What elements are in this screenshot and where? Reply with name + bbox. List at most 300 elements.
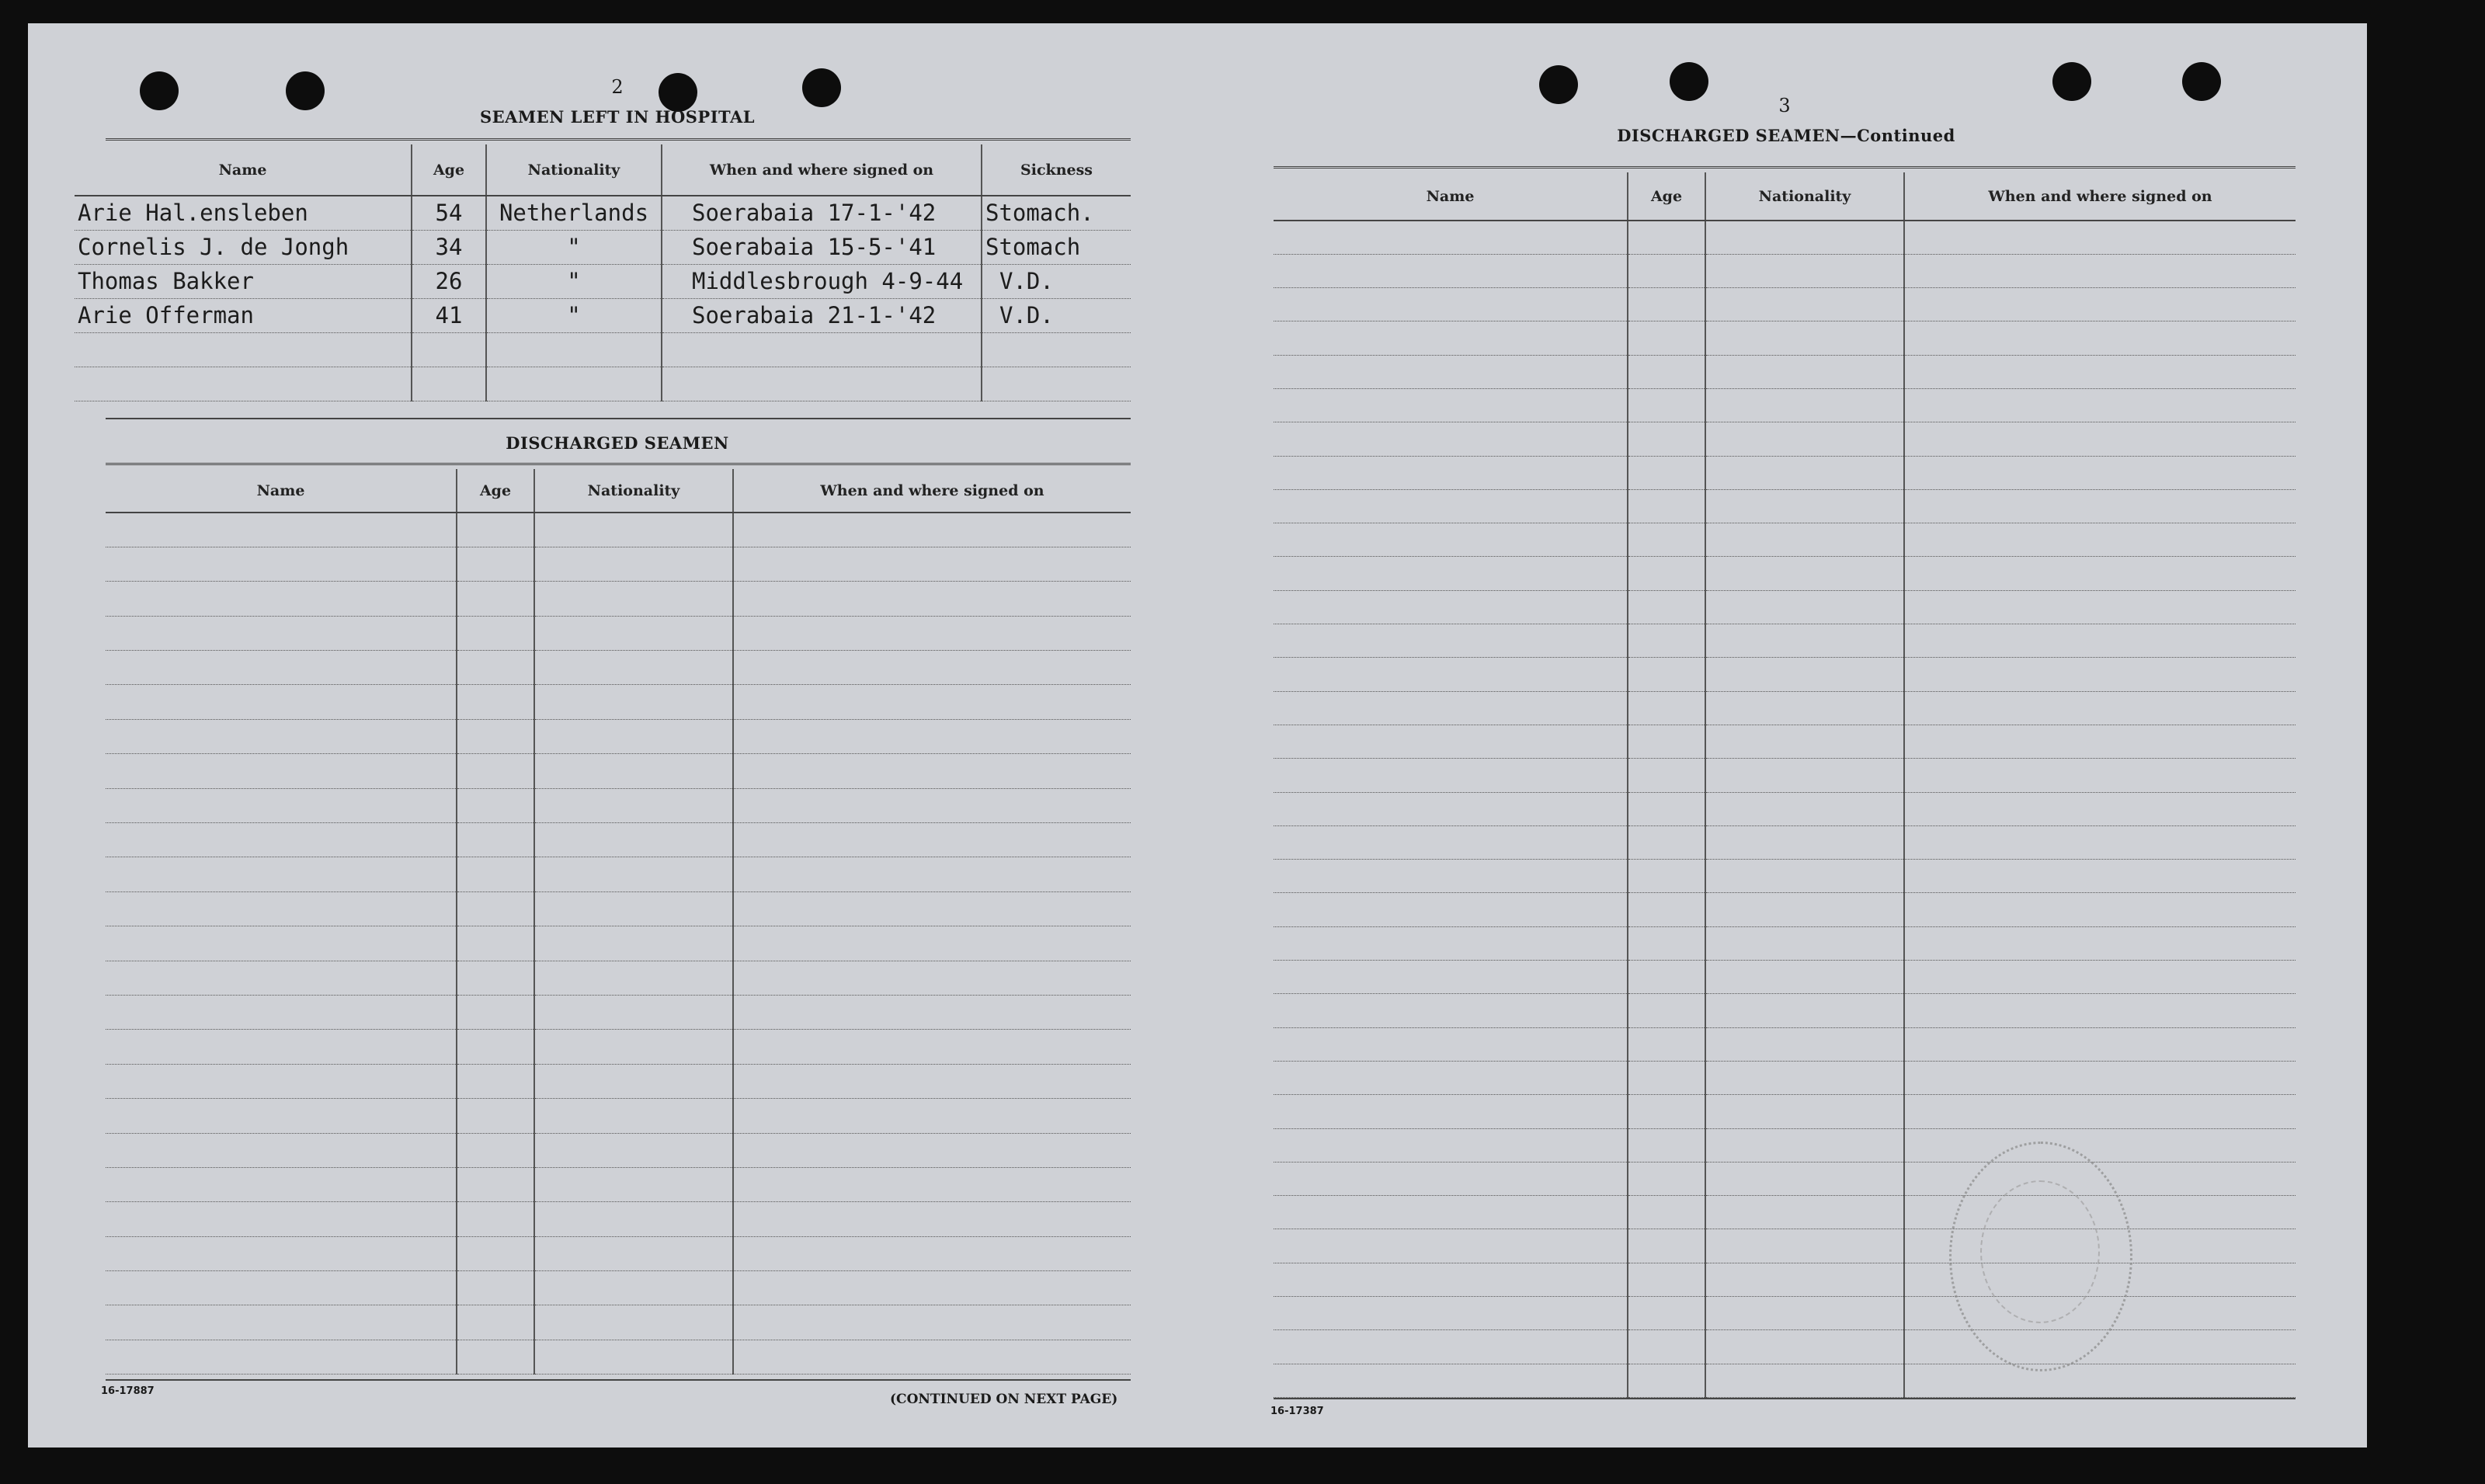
empty-cell: [457, 891, 534, 926]
empty-cell: [457, 995, 534, 1029]
empty-cell: [1904, 1027, 2296, 1061]
empty-cell: [534, 719, 733, 753]
seaman-nationality: ": [486, 230, 662, 264]
empty-cell: [1904, 388, 2296, 422]
empty-cell: [106, 719, 457, 753]
empty-cell: [733, 1167, 1131, 1201]
table-row: [1274, 1162, 2296, 1195]
table-row: [75, 298, 1131, 332]
discharged-table-right: [1274, 172, 2296, 1398]
seaman-signed-on: Soerabaia 17-1-'42: [662, 196, 982, 230]
table-row: [1274, 1095, 2296, 1128]
empty-cell: [1628, 254, 1705, 287]
discharged-table-left: [106, 469, 1131, 1375]
empty-cell: [1705, 456, 1904, 489]
empty-cell: [457, 1099, 534, 1133]
table-row: [106, 547, 1131, 581]
table-row: [75, 196, 1131, 230]
empty-cell: [1904, 691, 2296, 725]
empty-cell: [1904, 590, 2296, 624]
empty-cell: [1274, 557, 1628, 590]
empty-cell: [1705, 557, 1904, 590]
column-header-name: Name: [75, 144, 412, 196]
empty-cell: [1904, 860, 2296, 893]
table-row: [1274, 860, 2296, 893]
empty-cell: [733, 616, 1131, 650]
empty-cell: [534, 823, 733, 857]
table-row: [106, 788, 1131, 822]
empty-cell: [1628, 1196, 1705, 1229]
empty-cell: [1705, 1128, 1904, 1162]
seaman-sickness: Stomach.: [982, 196, 1131, 230]
table-row: [106, 1340, 1131, 1374]
empty-cell: [1274, 825, 1628, 859]
empty-cell: [1705, 1330, 1904, 1364]
empty-cell: [106, 616, 457, 650]
page-number-left: 2: [611, 76, 624, 98]
empty-cell: [1274, 1095, 1628, 1128]
empty-cell: [1904, 759, 2296, 792]
empty-cell: [1904, 422, 2296, 456]
table-row: [1274, 355, 2296, 388]
column-header-nationality: Nationality: [486, 144, 662, 196]
empty-cell: [1904, 658, 2296, 691]
seaman-sickness: V.D.: [982, 298, 1131, 332]
empty-cell: [106, 1167, 457, 1201]
empty-cell: [733, 547, 1131, 581]
empty-cell: [1904, 456, 2296, 489]
empty-cell: [1628, 994, 1705, 1027]
table-row: [106, 1236, 1131, 1270]
table-row: [1274, 1297, 2296, 1330]
table-row: [1274, 523, 2296, 557]
divider: [1274, 166, 2296, 169]
empty-cell: [733, 1064, 1131, 1098]
empty-cell: [1274, 590, 1628, 624]
empty-cell: [457, 788, 534, 822]
seaman-age: 34: [412, 230, 486, 264]
empty-cell: [534, 788, 733, 822]
column-header-signed-on: When and where signed on: [1904, 172, 2296, 221]
empty-cell: [733, 1099, 1131, 1133]
empty-cell: [1705, 321, 1904, 355]
empty-cell: [1274, 422, 1628, 456]
empty-cell: [1628, 388, 1705, 422]
empty-cell: [1274, 1128, 1628, 1162]
empty-cell: [1274, 759, 1628, 792]
empty-cell: [1628, 759, 1705, 792]
table-row: [1274, 1061, 2296, 1094]
empty-cell: [534, 1099, 733, 1133]
empty-cell: [1705, 590, 1904, 624]
empty-cell: [534, 1236, 733, 1270]
table-row: [106, 719, 1131, 753]
empty-cell: [733, 513, 1131, 547]
punch-hole: [2052, 62, 2091, 101]
empty-cell: [1628, 1061, 1705, 1094]
column-header-signed-on: When and where signed on: [662, 144, 982, 196]
table-row: [1274, 1229, 2296, 1263]
empty-cell: [1274, 792, 1628, 825]
punch-hole: [1539, 65, 1578, 104]
empty-cell: [1628, 926, 1705, 960]
empty-cell: [1628, 825, 1705, 859]
empty-cell: [1904, 1095, 2296, 1128]
empty-cell: [534, 1305, 733, 1340]
empty-cell: [1274, 221, 1628, 254]
empty-cell: [106, 1099, 457, 1133]
seaman-nationality: ": [486, 298, 662, 332]
table-row: [106, 995, 1131, 1029]
empty-cell: [1628, 489, 1705, 523]
empty-cell: [1904, 254, 2296, 287]
empty-cell: [1628, 523, 1705, 557]
empty-cell: [457, 651, 534, 685]
empty-cell: [1904, 893, 2296, 926]
empty-cell: [457, 1133, 534, 1167]
empty-cell: [733, 1340, 1131, 1374]
table-row: [1274, 624, 2296, 658]
empty-cell: [1705, 1061, 1904, 1094]
empty-cell: [1274, 355, 1628, 388]
table-row: [106, 1099, 1131, 1133]
empty-cell: [457, 1340, 534, 1374]
empty-cell: [1705, 691, 1904, 725]
table-row: [1274, 961, 2296, 994]
empty-cell: [1705, 1297, 1904, 1330]
column-header-age: Age: [457, 469, 534, 513]
empty-cell: [733, 926, 1131, 961]
empty-cell: [1705, 254, 1904, 287]
table-row: [1274, 1196, 2296, 1229]
empty-cell: [457, 1064, 534, 1098]
empty-cell: [1274, 254, 1628, 287]
table-row: [1274, 422, 2296, 456]
empty-cell: [733, 857, 1131, 891]
empty-cell: [1904, 288, 2296, 321]
empty-cell: [1904, 825, 2296, 859]
empty-cell: [534, 926, 733, 961]
table-row: [106, 1271, 1131, 1305]
column-header-signed-on: When and where signed on: [733, 469, 1131, 513]
table-row: [106, 1202, 1131, 1236]
empty-cell: [1705, 961, 1904, 994]
table-row: [106, 1167, 1131, 1201]
empty-cell: [534, 1340, 733, 1374]
empty-cell: [1274, 1330, 1628, 1364]
table-row: [1274, 926, 2296, 960]
empty-cell: [534, 1030, 733, 1064]
column-header-sickness: Sickness: [982, 144, 1131, 196]
empty-cell: [457, 582, 534, 616]
table-row: [106, 754, 1131, 788]
empty-cell: [733, 995, 1131, 1029]
empty-cell: [457, 823, 534, 857]
seaman-signed-on: Soerabaia 15-5-'41: [662, 230, 982, 264]
table-row: [1274, 825, 2296, 859]
empty-cell: [1705, 1263, 1904, 1296]
divider: [106, 138, 1131, 141]
empty-cell: [1274, 926, 1628, 960]
empty-cell: [1904, 725, 2296, 758]
empty-cell: [106, 926, 457, 961]
empty-cell: [457, 1305, 534, 1340]
empty-cell: [106, 1202, 457, 1236]
empty-cell: [733, 1202, 1131, 1236]
empty-cell: [1274, 1263, 1628, 1296]
table-row: [1274, 792, 2296, 825]
divider: [106, 1379, 1131, 1381]
table-row: [1274, 1330, 2296, 1364]
faded-stamp: [1980, 1180, 2100, 1323]
discharged-section-title: DISCHARGED SEAMEN: [506, 433, 729, 453]
table-row: [1274, 893, 2296, 926]
table-row: [106, 857, 1131, 891]
empty-cell: [1274, 860, 1628, 893]
column-header-nationality: Nationality: [534, 469, 733, 513]
empty-cell: [534, 1133, 733, 1167]
empty-cell: [1705, 489, 1904, 523]
empty-cell: [733, 1271, 1131, 1305]
empty-cell: [1274, 624, 1628, 658]
empty-cell: [1628, 557, 1705, 590]
empty-cell: [457, 1030, 534, 1064]
empty-cell: [1904, 355, 2296, 388]
seaman-signed-on: Middlesbrough 4-9-44: [662, 264, 982, 298]
table-row: [106, 891, 1131, 926]
empty-cell: [1274, 288, 1628, 321]
empty-cell: [1904, 321, 2296, 355]
seaman-name: Cornelis J. de Jongh: [75, 230, 412, 264]
table-row: [1274, 254, 2296, 287]
empty-cell: [1904, 221, 2296, 254]
empty-cell: [1705, 1229, 1904, 1263]
seaman-signed-on: Soerabaia 21-1-'42: [662, 298, 982, 332]
empty-cell: [106, 788, 457, 822]
table-row: [1274, 288, 2296, 321]
empty-cell: [457, 513, 534, 547]
table-row: [106, 685, 1131, 719]
empty-cell: [1705, 1162, 1904, 1195]
table-row: [106, 1064, 1131, 1098]
table-row: [1274, 994, 2296, 1027]
continued-note: (CONTINUED ON NEXT PAGE): [890, 1392, 1118, 1407]
column-header-name: Name: [1274, 172, 1628, 221]
empty-cell: [106, 1271, 457, 1305]
empty-cell: [534, 857, 733, 891]
empty-cell: [1628, 1128, 1705, 1162]
empty-cell: [1274, 1162, 1628, 1195]
empty-cell: [534, 995, 733, 1029]
empty-cell: [534, 616, 733, 650]
empty-cell: [1904, 624, 2296, 658]
empty-cell: [1274, 489, 1628, 523]
empty-cell: [1628, 590, 1705, 624]
table-row: [1274, 725, 2296, 758]
empty-cell: [534, 582, 733, 616]
empty-cell: [1628, 691, 1705, 725]
empty-cell: [106, 1340, 457, 1374]
empty-cell: [1904, 994, 2296, 1027]
empty-cell: [1274, 1297, 1628, 1330]
table-row: [75, 264, 1131, 298]
table-row: [75, 367, 1131, 401]
table-row: [106, 1133, 1131, 1167]
empty-cell: [1628, 1095, 1705, 1128]
empty-cell: [733, 1133, 1131, 1167]
empty-cell: [106, 1236, 457, 1270]
empty-cell: [733, 754, 1131, 788]
table-row: [106, 1305, 1131, 1340]
table-row: [106, 582, 1131, 616]
empty-cell: [106, 857, 457, 891]
column-header-nationality: Nationality: [1705, 172, 1904, 221]
empty-cell: [457, 616, 534, 650]
empty-cell: [106, 1064, 457, 1098]
empty-cell: [457, 1236, 534, 1270]
empty-cell: [1628, 792, 1705, 825]
empty-cell: [1628, 1297, 1705, 1330]
empty-cell: [534, 1271, 733, 1305]
empty-cell: [106, 891, 457, 926]
empty-cell: [1274, 1061, 1628, 1094]
discharged-continued-title: DISCHARGED SEAMEN—Continued: [1617, 126, 1955, 145]
empty-cell: [534, 754, 733, 788]
empty-cell: [1628, 422, 1705, 456]
hospital-table: [75, 144, 1131, 401]
empty-cell: [1904, 489, 2296, 523]
divider: [1274, 1398, 2296, 1399]
seaman-name: Arie Offerman: [75, 298, 412, 332]
table-row: [1274, 691, 2296, 725]
punch-hole: [2182, 62, 2221, 101]
empty-cell: [1274, 893, 1628, 926]
empty-cell: [1705, 860, 1904, 893]
empty-cell: [1904, 961, 2296, 994]
punch-hole: [1670, 62, 1708, 101]
empty-cell: [1705, 1364, 1904, 1397]
table-row: [75, 230, 1131, 264]
empty-cell: [1904, 1128, 2296, 1162]
empty-cell: [733, 582, 1131, 616]
empty-cell: [534, 1202, 733, 1236]
empty-cell: [1705, 926, 1904, 960]
empty-cell: [534, 685, 733, 719]
column-header-name: Name: [106, 469, 457, 513]
empty-cell: [1628, 221, 1705, 254]
empty-cell: [534, 547, 733, 581]
empty-cell: [1274, 961, 1628, 994]
table-row: [1274, 1027, 2296, 1061]
empty-cell: [1628, 321, 1705, 355]
empty-cell: [106, 582, 457, 616]
empty-cell: [1274, 1196, 1628, 1229]
empty-cell: [534, 513, 733, 547]
empty-cell: [1705, 221, 1904, 254]
empty-cell: [1628, 288, 1705, 321]
seaman-age: 54: [412, 196, 486, 230]
empty-cell: [1705, 825, 1904, 859]
table-row: [106, 961, 1131, 995]
empty-cell: [733, 1236, 1131, 1270]
empty-cell: [1274, 1027, 1628, 1061]
table-row: [1274, 221, 2296, 254]
empty-cell: [457, 1202, 534, 1236]
empty-cell: [534, 651, 733, 685]
empty-cell: [106, 961, 457, 995]
form-number-left: 16-17887: [101, 1385, 155, 1397]
empty-cell: [1705, 792, 1904, 825]
empty-cell: [106, 651, 457, 685]
empty-cell: [1705, 422, 1904, 456]
seaman-nationality: ": [486, 264, 662, 298]
empty-cell: [534, 1167, 733, 1201]
seaman-sickness: V.D.: [982, 264, 1131, 298]
empty-cell: [457, 719, 534, 753]
table-row: [1274, 759, 2296, 792]
empty-cell: [1628, 658, 1705, 691]
empty-cell: [1274, 388, 1628, 422]
empty-cell: [733, 823, 1131, 857]
empty-cell: [1705, 288, 1904, 321]
table-row: [1274, 489, 2296, 523]
page-number-right: 3: [1778, 95, 1791, 116]
empty-cell: [1904, 523, 2296, 557]
empty-cell: [1705, 725, 1904, 758]
empty-cell: [106, 513, 457, 547]
table-row: [1274, 658, 2296, 691]
empty-cell: [106, 547, 457, 581]
seaman-name: Arie Hal.ensleben: [75, 196, 412, 230]
empty-cell: [106, 823, 457, 857]
table-row: [1274, 388, 2296, 422]
empty-cell: [1628, 1330, 1705, 1364]
empty-cell: [1705, 1095, 1904, 1128]
empty-cell: [1628, 1027, 1705, 1061]
table-row: [106, 651, 1131, 685]
empty-cell: [1904, 926, 2296, 960]
column-header-age: Age: [1628, 172, 1705, 221]
seaman-age: 26: [412, 264, 486, 298]
form-number-right: 16-17387: [1270, 1406, 1324, 1417]
empty-cell: [1904, 792, 2296, 825]
empty-cell: [457, 754, 534, 788]
empty-cell: [457, 961, 534, 995]
divider: [106, 418, 1131, 419]
punch-hole: [659, 73, 697, 112]
table-row: [106, 926, 1131, 961]
seaman-nationality: Netherlands: [486, 196, 662, 230]
punch-hole: [140, 71, 179, 110]
empty-cell: [733, 651, 1131, 685]
empty-cell: [1274, 456, 1628, 489]
table-row: [1274, 1128, 2296, 1162]
empty-cell: [1628, 893, 1705, 926]
empty-cell: [1628, 456, 1705, 489]
divider: [106, 463, 1131, 465]
empty-cell: [106, 754, 457, 788]
table-row: [75, 332, 1131, 367]
empty-cell: [457, 685, 534, 719]
punch-hole: [802, 68, 841, 107]
empty-cell: [1705, 624, 1904, 658]
empty-cell: [1274, 658, 1628, 691]
empty-cell: [457, 547, 534, 581]
empty-cell: [733, 1030, 1131, 1064]
empty-cell: [733, 961, 1131, 995]
seaman-sickness: Stomach: [982, 230, 1131, 264]
empty-cell: [1705, 994, 1904, 1027]
